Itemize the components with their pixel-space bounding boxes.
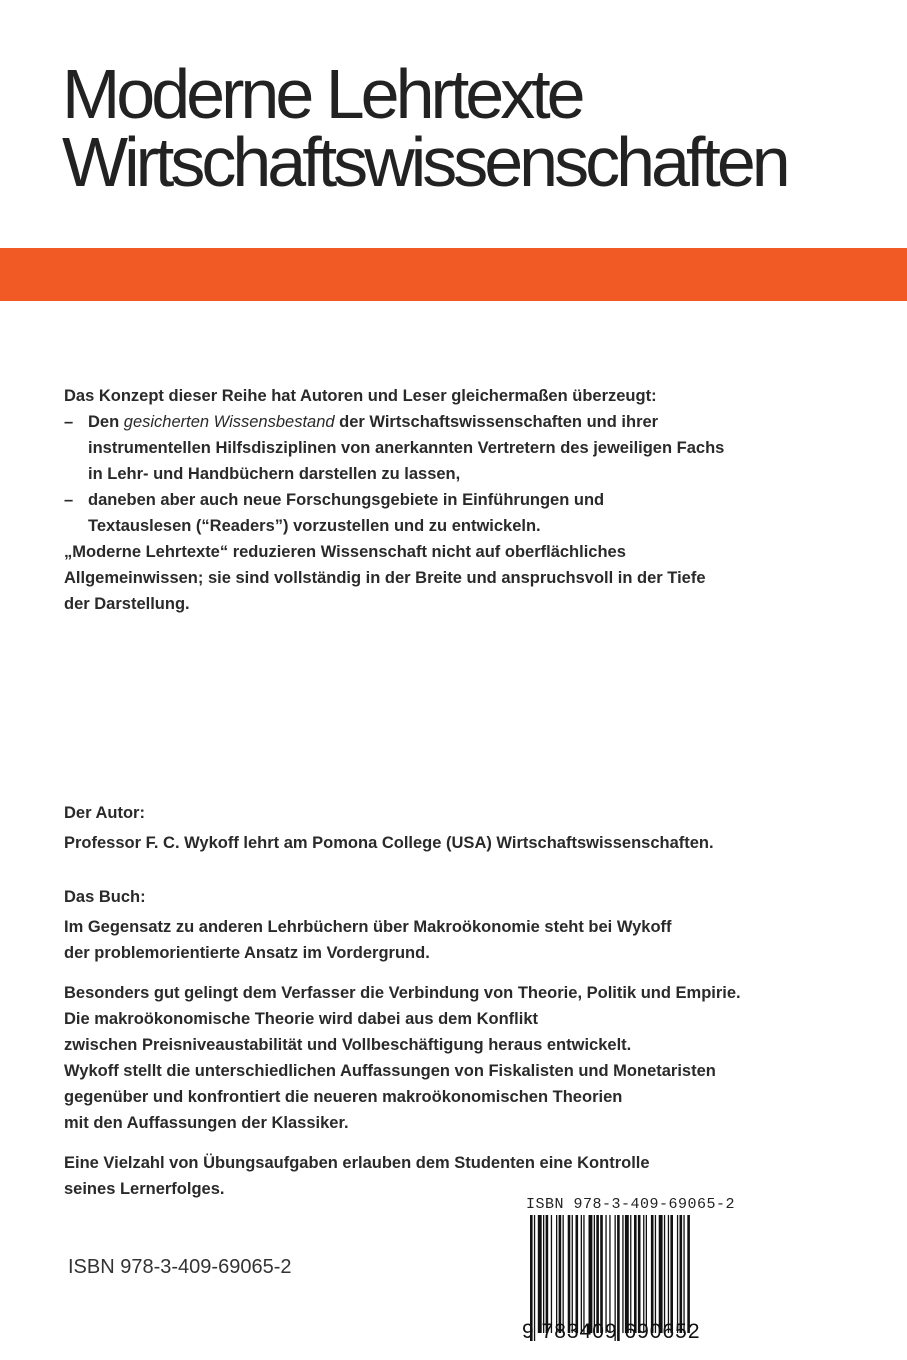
concept-section [64, 383, 724, 617]
barcode-bar [677, 1215, 678, 1333]
book-p2-line4: Wykoff stellt die unterschiedlichen Auffassungen von Fiskalisten und Monetaristen [64, 1062, 716, 1080]
barcode-bar [551, 1215, 552, 1333]
barcode-bar [664, 1215, 665, 1333]
dash-icon: – [64, 491, 74, 509]
bullet1-suffix: der Wirtschaftswissenschaften und ihrer [334, 413, 659, 431]
barcode-bar [638, 1215, 641, 1333]
barcode-bar [646, 1215, 647, 1333]
barcode-bar [581, 1215, 582, 1333]
dash-icon: – [64, 413, 74, 431]
book-p2-line1: Besonders gut gelingt dem Verfasser die Verbindung von Theorie, Politik und Empirie. [64, 984, 741, 1002]
bullet1-italic: gesicherten Wissensbestand [123, 413, 335, 431]
bullet1-line3: in Lehr- und Handbüchern darstellen zu lassen, [88, 465, 461, 483]
barcode-bar [668, 1215, 669, 1333]
barcode-block [520, 1196, 756, 1355]
barcode-bar [596, 1215, 599, 1333]
author-section [64, 800, 714, 856]
barcode-bar [630, 1215, 631, 1333]
book-p3-line1: Eine Vielzahl von Übungsaufgaben erlauben dem Studenten eine Kontrolle [64, 1154, 650, 1172]
closing-line2: Allgemeinwissen; sie sind vollständig in der Breite und anspruchsvoll in der Tiefe [64, 569, 706, 587]
book-p2-line3: zwischen Preisniveaustabilität und Vollbeschäftigung heraus entwickelt. [64, 1036, 632, 1054]
barcode-bar [556, 1215, 557, 1333]
concept-bullet-1 [64, 409, 724, 435]
book-p3-line2: seines Lernerfolges. [64, 1180, 225, 1198]
series-title-line2: Wirtschaftswissenschaften [62, 123, 787, 201]
barcode-digits: 9 783409 690652 [522, 1320, 701, 1343]
barcode-bar [583, 1215, 584, 1333]
barcode-bar [559, 1215, 562, 1333]
barcode-bar [600, 1215, 603, 1333]
series-title [62, 55, 787, 201]
closing-line3: der Darstellung. [64, 595, 190, 613]
bullet2-line1: daneben aber auch neue Forschungsgebiete in Einführungen und [88, 491, 605, 509]
concept-bullet-2 [64, 487, 724, 513]
bullet1-line2: instrumentellen Hilfsdisziplinen von anerkannten Vertretern des jeweiligen Fachs [88, 439, 725, 457]
barcode-bar [659, 1215, 663, 1333]
barcode-bar [563, 1215, 564, 1333]
closing-line1: „Moderne Lehrtexte“ reduzieren Wissenschaft nicht auf oberflächliches [64, 543, 626, 561]
barcode-bar [680, 1215, 683, 1333]
author-text: Professor F. C. Wykoff lehrt am Pomona College (USA) Wirtschaftswissenschaften. [64, 834, 714, 852]
barcode-bar [683, 1215, 684, 1333]
barcode-bar [651, 1215, 654, 1333]
book-heading: Das Buch: [64, 888, 146, 906]
barcode-bar [625, 1215, 629, 1333]
barcode-bar [609, 1215, 610, 1333]
isbn-text: ISBN 978-3-409-69065-2 [68, 1256, 292, 1278]
barcode-isbn-label: ISBN 978-3-409-69065-2 [526, 1196, 736, 1213]
book-section [64, 884, 741, 1202]
barcode-bar [589, 1215, 593, 1333]
barcode-bar [594, 1215, 595, 1333]
bullet1-prefix: Den [88, 413, 124, 431]
bullet2-line2: Textauslesen (“Readers”) vorzustellen und zu entwickeln. [88, 517, 541, 535]
barcode-bar [572, 1215, 573, 1333]
barcode-bar [643, 1215, 644, 1333]
barcode-bar [568, 1215, 571, 1333]
book-p2-line5: gegenüber und konfrontiert die neueren makroökonomischen Theorien [64, 1088, 623, 1106]
book-p2-line2: Die makroökonomische Theorie wird dabei aus dem Konflikt [64, 1010, 539, 1028]
barcode-bar [687, 1215, 690, 1333]
book-p2-line6: mit den Auffassungen der Klassiker. [64, 1114, 349, 1132]
barcode-bar [543, 1215, 544, 1333]
concept-intro: Das Konzept dieser Reihe hat Autoren und Leser gleichermaßen überzeugt: [64, 387, 657, 405]
author-heading: Der Autor: [64, 804, 145, 822]
barcode-bar [634, 1215, 637, 1333]
barcode-bar [622, 1215, 623, 1333]
series-title-line1: Moderne Lehrtexte [62, 55, 582, 133]
barcode-bar [670, 1215, 673, 1333]
barcode-bar [605, 1215, 606, 1333]
orange-band [0, 248, 907, 301]
barcode-bar [655, 1215, 656, 1333]
book-p1-line1: Im Gegensatz zu anderen Lehrbüchern über Makroökonomie steht bei Wykoff [64, 918, 672, 936]
barcode-bar [538, 1215, 542, 1333]
barcode-bar [546, 1215, 549, 1333]
book-p1-line2: der problemorientierte Ansatz im Vordergrund. [64, 944, 430, 962]
barcode-bar [576, 1215, 579, 1333]
